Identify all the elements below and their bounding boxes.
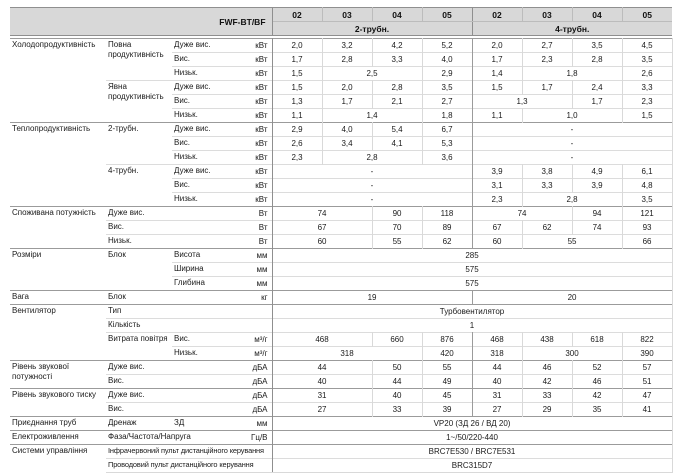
size-column-header: 02 bbox=[472, 8, 522, 22]
value-cell: 1,7 bbox=[522, 81, 572, 95]
row-label: ЗД bbox=[172, 417, 224, 431]
value-cell: 1,7 bbox=[572, 95, 622, 109]
value-cell: 660 bbox=[372, 333, 422, 347]
value-cell: 3,2 bbox=[322, 39, 372, 53]
unit-label: Вт bbox=[224, 207, 272, 221]
table-row bbox=[10, 165, 672, 179]
value-cell: 2,9 bbox=[272, 123, 322, 137]
row-label: Явна продуктивність bbox=[106, 81, 172, 123]
size-column-header: 04 bbox=[372, 8, 422, 22]
no-value-cell: - bbox=[472, 151, 672, 165]
table-row bbox=[10, 207, 672, 221]
unit-label: кВт bbox=[224, 151, 272, 165]
size-column-header: 05 bbox=[622, 8, 672, 22]
table-row bbox=[10, 389, 672, 403]
row-label: Електроживлення bbox=[10, 431, 106, 445]
value-cell: 2,7 bbox=[522, 39, 572, 53]
value-cell: 62 bbox=[522, 221, 572, 235]
row-label: Низьк. bbox=[106, 235, 224, 249]
row-label: Вис. bbox=[172, 53, 224, 67]
unit-label: Гц/В bbox=[224, 431, 272, 445]
value-cell: 2,7 bbox=[422, 95, 472, 109]
unit-label: кВт bbox=[224, 137, 272, 151]
value-cell: 3,3 bbox=[372, 53, 422, 67]
unit-label: дБА bbox=[224, 389, 272, 403]
table-row bbox=[10, 417, 672, 431]
row-label: Вентилятор bbox=[10, 305, 106, 361]
unit-label: кВт bbox=[224, 193, 272, 207]
table-row bbox=[10, 431, 672, 445]
model-header: FWF-BT/BF bbox=[10, 8, 272, 36]
table-row bbox=[10, 375, 672, 389]
value-cell: 50 bbox=[372, 361, 422, 375]
value-cell: 118 bbox=[422, 207, 472, 221]
unit-label: кВт bbox=[224, 81, 272, 95]
value-cell: 3,9 bbox=[572, 179, 622, 193]
value-cell: 1,5 bbox=[272, 67, 322, 81]
value-cell: 2,0 bbox=[472, 39, 522, 53]
table-row bbox=[10, 249, 672, 263]
value-cell: 822 bbox=[622, 333, 672, 347]
value-cell: 5,3 bbox=[422, 137, 472, 151]
row-label: Низьк. bbox=[172, 193, 224, 207]
value-cell: 1 bbox=[272, 319, 672, 333]
row-label: Дуже вис. bbox=[106, 389, 224, 403]
table-row bbox=[10, 361, 672, 375]
value-cell: 3,5 bbox=[422, 81, 472, 95]
value-cell: 57 bbox=[622, 361, 672, 375]
row-label: Блок bbox=[106, 249, 172, 291]
value-cell: 42 bbox=[572, 389, 622, 403]
value-cell: 121 bbox=[622, 207, 672, 221]
value-cell: 3,6 bbox=[422, 151, 472, 165]
value-cell: 4,5 bbox=[622, 39, 672, 53]
unit-label: кВт bbox=[224, 95, 272, 109]
value-cell: 575 bbox=[272, 263, 672, 277]
table-row bbox=[10, 305, 672, 319]
value-cell: 74 bbox=[472, 207, 572, 221]
table-row bbox=[10, 39, 672, 53]
pipe-group-header: 4-трубн. bbox=[472, 22, 672, 36]
unit-label: мм bbox=[224, 263, 272, 277]
row-label: Низьк. bbox=[172, 67, 224, 81]
size-column-header: 02 bbox=[272, 8, 322, 22]
unit-label: кВт bbox=[224, 39, 272, 53]
row-label: Глибина bbox=[172, 277, 224, 291]
unit-label: м³/г bbox=[224, 333, 272, 347]
unit-label bbox=[224, 319, 272, 333]
row-label: Дуже вис. bbox=[106, 361, 224, 375]
value-cell: 468 bbox=[472, 333, 522, 347]
value-cell: 285 bbox=[272, 249, 672, 263]
value-cell: 3,5 bbox=[572, 39, 622, 53]
value-cell: 35 bbox=[572, 403, 622, 417]
value-cell: 390 bbox=[622, 347, 672, 361]
value-cell: 94 bbox=[572, 207, 622, 221]
value-cell: 5,4 bbox=[372, 123, 422, 137]
row-label: Низьк. bbox=[172, 347, 224, 361]
unit-label bbox=[224, 305, 272, 319]
value-cell: 60 bbox=[272, 235, 372, 249]
row-label: Ширина bbox=[172, 263, 224, 277]
value-cell: 2,9 bbox=[422, 67, 472, 81]
row-label: Дуже вис. bbox=[106, 207, 224, 221]
value-cell: 1,0 bbox=[522, 109, 622, 123]
no-value-cell: - bbox=[272, 165, 472, 179]
value-cell: 55 bbox=[372, 235, 422, 249]
size-column-header: 04 bbox=[572, 8, 622, 22]
unit-label: Вт bbox=[224, 221, 272, 235]
row-label: Рівень звукового тиску bbox=[10, 389, 106, 417]
value-cell: 6,1 bbox=[622, 165, 672, 179]
value-cell: 318 bbox=[472, 347, 522, 361]
value-cell: 44 bbox=[372, 375, 422, 389]
row-label: Вис. bbox=[106, 221, 224, 235]
value-cell: 2,0 bbox=[272, 39, 322, 53]
value-cell: BRC315D7 bbox=[272, 459, 672, 473]
value-cell: 2,3 bbox=[272, 151, 322, 165]
value-cell: 47 bbox=[622, 389, 672, 403]
value-cell: 1,1 bbox=[472, 109, 522, 123]
value-cell: 62 bbox=[422, 235, 472, 249]
no-value-cell: - bbox=[472, 137, 672, 151]
value-cell: 2,8 bbox=[322, 151, 422, 165]
row-label: 4-трубн. bbox=[106, 165, 172, 207]
value-cell: 3,9 bbox=[472, 165, 522, 179]
pipe-group-header: 2-трубн. bbox=[272, 22, 472, 36]
row-label: Дуже вис. bbox=[172, 39, 224, 53]
row-label: Вага bbox=[10, 291, 106, 305]
value-cell: 46 bbox=[522, 361, 572, 375]
value-cell: 51 bbox=[622, 375, 672, 389]
row-label: Холодопродуктивність bbox=[10, 39, 106, 123]
value-cell: 3,1 bbox=[472, 179, 522, 193]
row-label: Дуже вис. bbox=[172, 81, 224, 95]
row-label: Дренаж bbox=[106, 417, 172, 431]
value-cell: 4,2 bbox=[372, 39, 422, 53]
table-row bbox=[10, 319, 672, 333]
unit-label: кВт bbox=[224, 123, 272, 137]
row-label: Висота bbox=[172, 249, 224, 263]
unit-label: кВт bbox=[224, 179, 272, 193]
unit-label: дБА bbox=[224, 403, 272, 417]
no-value-cell: - bbox=[272, 179, 472, 193]
value-cell: 55 bbox=[522, 235, 622, 249]
value-cell: 2,8 bbox=[572, 53, 622, 67]
row-label: Дуже вис. bbox=[172, 165, 224, 179]
value-cell: 44 bbox=[472, 361, 522, 375]
unit-label: кВт bbox=[224, 165, 272, 179]
value-cell: 42 bbox=[522, 375, 572, 389]
table-row bbox=[10, 123, 672, 137]
row-label: 2-трубн. bbox=[106, 123, 172, 165]
size-column-header: 03 bbox=[322, 8, 372, 22]
value-cell: 2,3 bbox=[622, 95, 672, 109]
value-cell: 2,0 bbox=[322, 81, 372, 95]
table-header bbox=[10, 8, 672, 36]
value-cell: 31 bbox=[272, 389, 372, 403]
row-label: Повна продуктивність bbox=[106, 39, 172, 81]
value-cell: 2,8 bbox=[372, 81, 422, 95]
value-cell: 74 bbox=[272, 207, 372, 221]
value-cell: 2,6 bbox=[622, 67, 672, 81]
row-label: Тип bbox=[106, 305, 224, 319]
value-cell: 3,5 bbox=[622, 193, 672, 207]
value-cell: 438 bbox=[522, 333, 572, 347]
row-label: Вис. bbox=[172, 95, 224, 109]
row-label: Вис. bbox=[106, 375, 224, 389]
value-cell: 55 bbox=[422, 361, 472, 375]
value-cell: 468 bbox=[272, 333, 372, 347]
row-label: Інфрачервоний пульт дистанційного керування bbox=[106, 445, 272, 459]
row-label: Витрата повітря bbox=[106, 333, 172, 361]
value-cell: 39 bbox=[422, 403, 472, 417]
value-cell: 93 bbox=[622, 221, 672, 235]
value-cell: 31 bbox=[472, 389, 522, 403]
table-row bbox=[10, 221, 672, 235]
value-cell: 4,0 bbox=[322, 123, 372, 137]
row-label: Низьк. bbox=[172, 151, 224, 165]
unit-label: дБА bbox=[224, 375, 272, 389]
value-cell: 2,3 bbox=[522, 53, 572, 67]
value-cell: 45 bbox=[422, 389, 472, 403]
row-label: Системи управління bbox=[10, 445, 106, 473]
row-label: Фаза/Частота/Напруга bbox=[106, 431, 224, 445]
table-row bbox=[10, 333, 672, 347]
value-cell: 4,9 bbox=[572, 165, 622, 179]
unit-label: Вт bbox=[224, 235, 272, 249]
value-cell: 67 bbox=[272, 221, 372, 235]
value-cell: 1~/50/220-440 bbox=[272, 431, 672, 445]
value-cell: 4,0 bbox=[422, 53, 472, 67]
value-cell: 6,7 bbox=[422, 123, 472, 137]
value-cell: 1,7 bbox=[272, 53, 322, 67]
value-cell: 1,5 bbox=[272, 81, 322, 95]
value-cell: 60 bbox=[472, 235, 522, 249]
value-cell: 20 bbox=[472, 291, 672, 305]
spec-table bbox=[10, 7, 673, 473]
value-cell: 575 bbox=[272, 277, 672, 291]
value-cell: 2,5 bbox=[322, 67, 422, 81]
value-cell: 1,1 bbox=[272, 109, 322, 123]
value-cell: 40 bbox=[272, 375, 372, 389]
value-cell: 318 bbox=[272, 347, 422, 361]
value-cell: 46 bbox=[572, 375, 622, 389]
row-label: Приєднання труб bbox=[10, 417, 106, 431]
value-cell: 4,1 bbox=[372, 137, 422, 151]
value-cell: 876 bbox=[422, 333, 472, 347]
value-cell: 41 bbox=[622, 403, 672, 417]
unit-label: кВт bbox=[224, 109, 272, 123]
value-cell: 420 bbox=[422, 347, 472, 361]
value-cell: 1,5 bbox=[622, 109, 672, 123]
row-label: Розміри bbox=[10, 249, 106, 291]
unit-label: м³/г bbox=[224, 347, 272, 361]
table-body bbox=[10, 36, 672, 473]
value-cell: 67 bbox=[472, 221, 522, 235]
row-label: Кількість bbox=[106, 319, 224, 333]
value-cell: 44 bbox=[272, 361, 372, 375]
value-cell: 3,3 bbox=[522, 179, 572, 193]
value-cell: 90 bbox=[372, 207, 422, 221]
value-cell: 1,8 bbox=[422, 109, 472, 123]
value-cell: 2,1 bbox=[372, 95, 422, 109]
value-cell: BRC7E530 / BRC7E531 bbox=[272, 445, 672, 459]
value-cell: 29 bbox=[522, 403, 572, 417]
value-cell: 618 bbox=[572, 333, 622, 347]
table-row bbox=[10, 291, 672, 305]
row-label: Вис. bbox=[172, 179, 224, 193]
value-cell: 49 bbox=[422, 375, 472, 389]
value-cell: 70 bbox=[372, 221, 422, 235]
row-label: Вис. bbox=[172, 137, 224, 151]
table-row bbox=[10, 235, 672, 249]
row-label: Вис. bbox=[172, 333, 224, 347]
value-cell: 19 bbox=[272, 291, 472, 305]
value-cell: 3,4 bbox=[322, 137, 372, 151]
value-cell: 1,4 bbox=[472, 67, 522, 81]
value-cell: 1,7 bbox=[472, 53, 522, 67]
value-cell: 40 bbox=[372, 389, 422, 403]
value-cell: Турбовентилятор bbox=[272, 305, 672, 319]
unit-label: кВт bbox=[224, 53, 272, 67]
value-cell: 1,5 bbox=[472, 81, 522, 95]
table-row bbox=[10, 445, 672, 459]
value-cell: 1,3 bbox=[472, 95, 572, 109]
unit-label: дБА bbox=[224, 361, 272, 375]
value-cell: 2,3 bbox=[472, 193, 522, 207]
unit-label: мм bbox=[224, 249, 272, 263]
value-cell: 40 bbox=[472, 375, 522, 389]
table-row bbox=[10, 459, 672, 473]
value-cell: 33 bbox=[372, 403, 422, 417]
row-label: Проводовий пульт дистанційного керування bbox=[106, 459, 272, 473]
value-cell: 89 bbox=[422, 221, 472, 235]
no-value-cell: - bbox=[272, 193, 472, 207]
value-cell: 1,7 bbox=[322, 95, 372, 109]
row-label: Рівень звукової потужності bbox=[10, 361, 106, 389]
unit-label: мм bbox=[224, 277, 272, 291]
value-cell: 52 bbox=[572, 361, 622, 375]
unit-label: кг bbox=[224, 291, 272, 305]
value-cell: 5,2 bbox=[422, 39, 472, 53]
value-cell: 74 bbox=[572, 221, 622, 235]
value-cell: 3,3 bbox=[622, 81, 672, 95]
no-value-cell: - bbox=[472, 123, 672, 137]
unit-label: кВт bbox=[224, 67, 272, 81]
value-cell: 1,4 bbox=[322, 109, 422, 123]
unit-label: мм bbox=[224, 417, 272, 431]
row-label: Низьк. bbox=[172, 109, 224, 123]
value-cell: 1,3 bbox=[272, 95, 322, 109]
row-label: Дуже вис. bbox=[172, 123, 224, 137]
size-column-header: 03 bbox=[522, 8, 572, 22]
size-header-row bbox=[10, 8, 672, 22]
value-cell: 3,5 bbox=[622, 53, 672, 67]
value-cell: 4,8 bbox=[622, 179, 672, 193]
row-label: Вис. bbox=[106, 403, 224, 417]
value-cell: 33 bbox=[522, 389, 572, 403]
value-cell: 27 bbox=[472, 403, 522, 417]
value-cell: 27 bbox=[272, 403, 372, 417]
value-cell: 300 bbox=[522, 347, 622, 361]
value-cell: 2,6 bbox=[272, 137, 322, 151]
row-label: Блок bbox=[106, 291, 224, 305]
size-column-header: 05 bbox=[422, 8, 472, 22]
value-cell: 66 bbox=[622, 235, 672, 249]
value-cell: 2,8 bbox=[322, 53, 372, 67]
row-label: Споживана потужність bbox=[10, 207, 106, 249]
row-label: Теплопродуктивність bbox=[10, 123, 106, 207]
value-cell: 1,8 bbox=[522, 67, 622, 81]
value-cell: VP20 (ЗД 26 / ВД 20) bbox=[272, 417, 672, 431]
value-cell: 2,8 bbox=[522, 193, 622, 207]
value-cell: 3,8 bbox=[522, 165, 572, 179]
table-row bbox=[10, 81, 672, 95]
value-cell: 2,4 bbox=[572, 81, 622, 95]
